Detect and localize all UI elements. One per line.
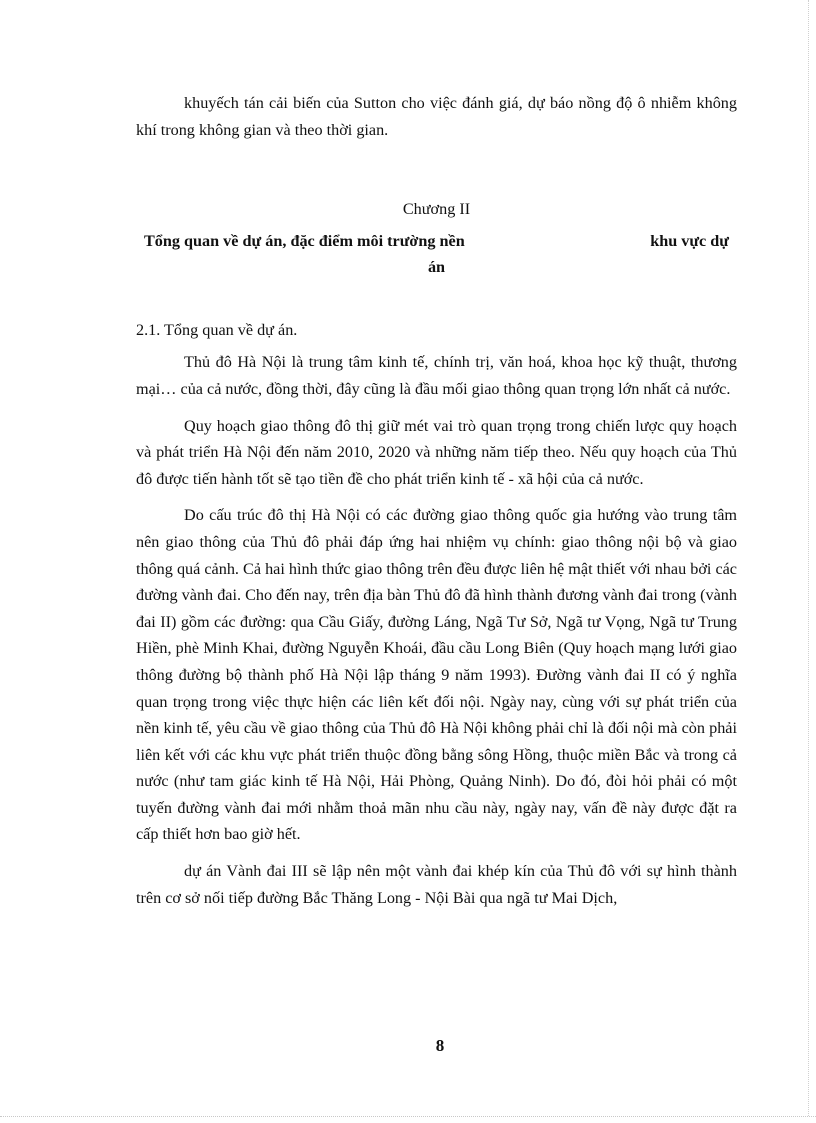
intro-paragraph: khuyếch tán cải biến của Sutton cho việc đánh giá, dự báo nồng độ ô nhiễm không khí trong không gian và theo thời gian. <box>136 94 737 139</box>
section-heading: 2.1. Tổng quan về dự án. <box>136 320 298 339</box>
page-number: 8 <box>435 1036 445 1055</box>
chapter-title <box>136 228 737 280</box>
paragraph: Thủ đô Hà Nội là trung tâm kinh tế, chính trị, văn hoá, khoa học kỹ thuật, thương mại… của cả nước, đồng thời, đây cũng là đầu mối giao thông quan trọng lớn nhất cả nước. <box>136 353 737 398</box>
chapter-label: Chương II <box>402 200 471 219</box>
page-body <box>136 90 737 921</box>
paragraph: Do cấu trúc đô thị Hà Nội có các đường giao thông quốc gia hướng vào trung tâm nên giao thông của Thủ đô phải đáp ứng hai nhiệm vụ chính: giao thông nội bộ và giao thông quá cảnh. Cả hai hình thức giao thông trên đều được liên hệ mật thiết với nhau bởi các đường vành đai. Cho đến nay, trên địa bàn Thủ đô đã hình thành đương vành đai trong (vành đai II) gồm các đường: qua Cầu Giấy, đường Láng, Ngã Tư Sở, Ngã tư Vọng, Ngã tư Trung Hiền, phè Minh Khai, đường Nguyễn Khoái, đầu cầu Long Biên (Quy hoạch mạng lưới giao thông đường bộ thành phố Hà Nội lập tháng 9 năm 1993). Đường vành đai II có ý nghĩa quan trọng trong việc thực hiện các liên kết đối nội. Ngày nay, cùng với sự phát triển của nền kinh tế, yêu cầu về giao thông của Thủ đô Hà Nội không phải chỉ là đối nội mà còn phải liên kết với các khu vực phát triển thuộc đồng bằng sông Hồng, thuộc miền Bắc và trong cả nước (như tam giác kinh tế Hà Nội, Hải Phòng, Quảng Ninh). Do đó, đòi hỏi phải có một tuyến đường vành đai mới nhằm thoả mãn nhu cầu này, ngày nay, vấn đề này được đặt ra cấp thiết hơn bao giờ hết. <box>136 506 737 844</box>
page-right-border <box>808 0 809 1116</box>
chapter-title-part1: Tổng quan về dự án, đặc điểm môi trường nền <box>144 231 465 250</box>
page-bottom-border <box>0 1116 816 1117</box>
paragraph: dự án Vành đai III sẽ lập nên một vành đai khép kín của Thủ đô với sự hình thành trên cơ sở nối tiếp đường Bắc Thăng Long - Nội Bài qua ngã tư Mai Dịch, <box>136 862 737 907</box>
paragraph: Quy hoạch giao thông đô thị giữ mét vai trò quan trọng trong chiến lược quy hoạch và phát triển Hà Nội đến năm 2010, 2020 và những năm tiếp theo. Nếu quy hoạch của Thủ đô được tiến hành tốt sẽ tạo tiền đề cho phát triển kinh tế - xã hội của cả nước. <box>136 416 737 488</box>
chapter-title-part3: án <box>427 257 446 276</box>
chapter-title-part2: khu vực dự <box>650 231 729 250</box>
